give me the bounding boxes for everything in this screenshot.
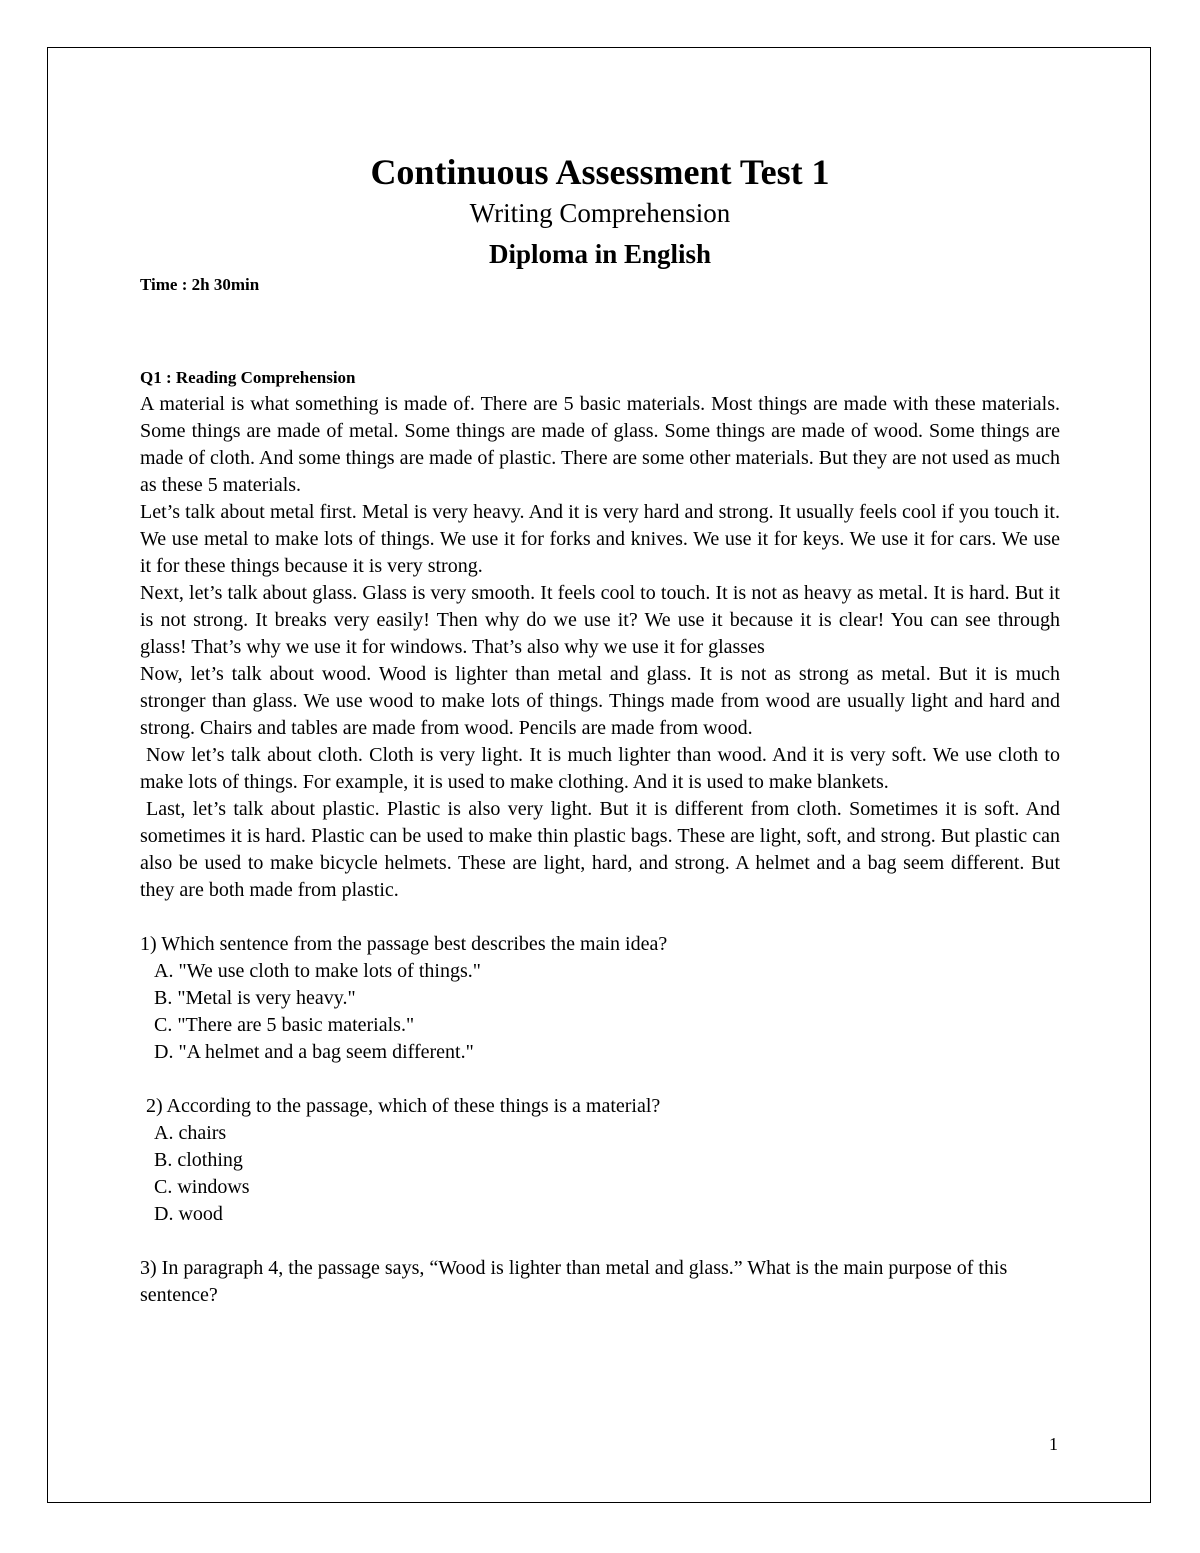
section-heading: Q1 : Reading Comprehension bbox=[140, 368, 356, 387]
question-3 bbox=[140, 1255, 1060, 1309]
question-1 bbox=[140, 931, 1060, 1066]
answer-option: B. clothing bbox=[154, 1149, 243, 1171]
question-prompt: 3) In paragraph 4, the passage says, “Wood is lighter than metal and glass.” What is the main purpose of this sentence? bbox=[140, 1257, 1008, 1306]
page-subtitle: Writing Comprehension bbox=[469, 198, 731, 228]
time-limit: Time : 2h 30min bbox=[140, 275, 260, 294]
passage-paragraph: A material is what something is made of. There are 5 basic materials. Most things are made with these materials. Some things are made of metal. Some things are made of glass. Some things are made of wood. Some things are made of cloth. And some things are made of plastic. There are some other materials. But they are not used as much as these 5 materials. bbox=[140, 393, 1060, 496]
answer-option: D. "A helmet and a bag seem different." bbox=[154, 1041, 474, 1063]
passage-paragraph: Let’s talk about metal first. Metal is very heavy. And it is very hard and strong. It usually feels cool if you touch it. We use metal to make lots of things. We use it for forks and knives. We use it for keys. We use it for cars. We use it for these things because it is very strong. bbox=[140, 501, 1060, 577]
page-title: Continuous Assessment Test 1 bbox=[370, 152, 830, 192]
answer-option: A. "We use cloth to make lots of things." bbox=[154, 960, 481, 982]
reading-section bbox=[140, 364, 1060, 1309]
course-name: Diploma in English bbox=[488, 239, 712, 269]
answer-option: D. wood bbox=[154, 1203, 223, 1225]
answer-option: A. chairs bbox=[154, 1122, 227, 1144]
question-2 bbox=[140, 1093, 1060, 1228]
page-number: 1 bbox=[1049, 1434, 1058, 1454]
passage-paragraph: Next, let’s talk about glass. Glass is very smooth. It feels cool to touch. It is not as heavy as metal. It is hard. But it is not strong. It breaks very easily! Then why do we use it? We use it because it is clear! You can see through glass! That’s why we use it for windows. That’s also why we use it for glasses bbox=[140, 582, 1060, 658]
answer-option: C. "There are 5 basic materials." bbox=[154, 1014, 415, 1036]
answer-option: C. windows bbox=[154, 1176, 250, 1198]
passage-paragraph: Now let’s talk about cloth. Cloth is very light. It is much lighter than wood. And it is very soft. We use cloth to make lots of things. For example, it is used to make clothing. And it is used to make blankets. bbox=[140, 744, 1060, 793]
question-prompt: 2) According to the passage, which of these things is a material? bbox=[146, 1095, 661, 1117]
passage-paragraph: Now, let’s talk about wood. Wood is lighter than metal and glass. It is not as strong as metal. But it is much stronger than glass. We use wood to make lots of things. Things made from wood are usually light and hard and strong. Chairs and tables are made from wood. Pencils are made from wood. bbox=[140, 663, 1060, 739]
passage-paragraph: Last, let’s talk about plastic. Plastic is also very light. But it is different from cloth. Sometimes it is soft. And sometimes it is hard. Plastic can be used to make thin plastic bags. These are light, soft, and strong. But plastic can also be used to make bicycle helmets. These are light, hard, and strong. A helmet and a bag seem different. But they are both made from plastic. bbox=[140, 798, 1060, 901]
answer-option: B. "Metal is very heavy." bbox=[154, 987, 356, 1009]
question-prompt: 1) Which sentence from the passage best describes the main idea? bbox=[140, 933, 668, 955]
